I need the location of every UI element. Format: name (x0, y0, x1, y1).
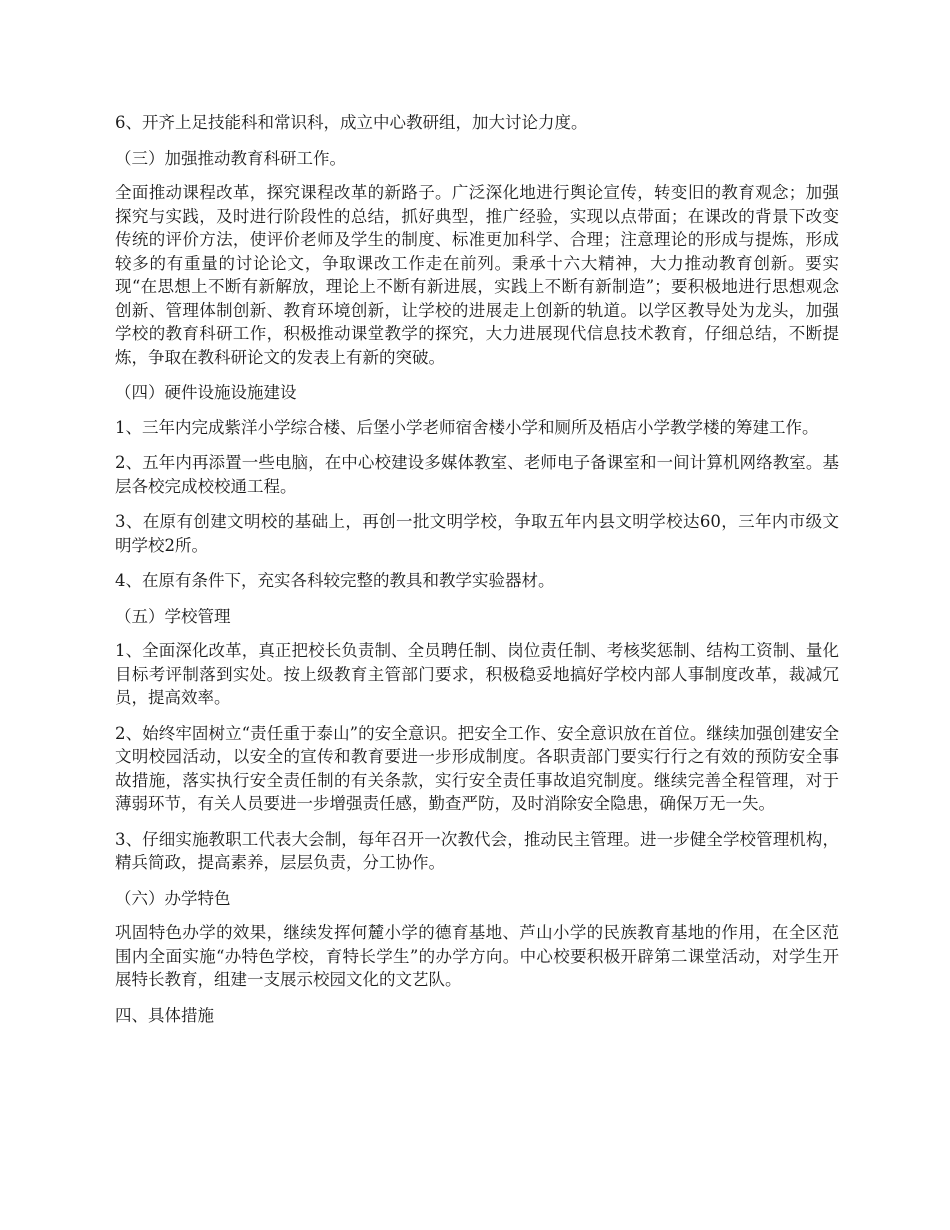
section-heading-hardware: （四）硬件设施设施建设 (115, 383, 297, 402)
document-page (115, 111, 839, 1038)
paragraph-management-1: 1、全面深化改革，真正把校长负责制、全员聘任制、岗位责任制、考核奖惩制、结构工资制、量化目标考评制落到实处。按上级教育主管部门要求，积极稳妥地搞好学校内部人事制度改革，裁减冗员，提高效率。 (115, 641, 839, 707)
paragraph-hardware-4: 4、在原有条件下，充实各科较完整的教具和教学实验器材。 (115, 571, 555, 590)
paragraph-hardware-3: 3、在原有创建文明校的基础上，再创一批文明学校，争取五年内县文明学校达60，三年内市级文明学校2所。 (115, 512, 839, 555)
section-heading-features: （六）办学特色 (115, 888, 231, 908)
section-heading-research: （三）加强推动教育科研工作。 (115, 148, 346, 168)
paragraph-hardware-1: 1、三年内完成紫洋小学综合楼、后堡小学老师宿舍楼小学和厕所及梧店小学教学楼的筹建工作。 (115, 417, 819, 437)
section-heading-measures: 四、具体措施 (115, 1005, 214, 1025)
paragraph-item-6: 6、开齐上足技能科和常识科，成立中心教研组，加大讨论力度。 (115, 113, 588, 132)
section-heading-management: （五）学校管理 (115, 606, 231, 626)
paragraph-management-2: 2、始终牢固树立“责任重于泰山”的安全意识。把安全工作、安全意识放在首位。继续加强创建安全文明校园活动，以安全的宣传和教育要进一步形成制度。各职责部门要实行行之有效的预防安全事故措施，落实执行安全责任制的有关条款，实行安全责任事故追究制度。继续完善全程管理，对于薄弱环节，有关人员要进一步增强责任感，勤查严防，及时消除安全隐患，确保万无一失。 (115, 723, 839, 813)
paragraph-curriculum-reform: 全面推动课程改革，探究课程改革的新路子。广泛深化地进行舆论宣传，转变旧的教育观念；加强探究与实践，及时进行阶段性的总结，抓好典型，推广经验，实现以点带面；在课改的背景下改变传统的评价方法，使评价老师及学生的制度、标准更加科学、合理；注意理论的形成与提炼，形成较多的有重量的讨论论文，争取课改工作走在前列。秉承十六大精神，大力推动教育创新。要实现“在思想上不断有新解放，理论上不断有新进展，实践上不断有新制造”；要积极地进行思想观念创新、管理体制创新、教育环境创新，让学校的进展走上创新的轨道。以学区教导处为龙头，加强学校的教育科研工作，积极推动课堂教学的探究，大力进展现代信息技术教育，仔细总结，不断提炼，争取在教科研论文的发表上有新的突破。 (115, 183, 839, 367)
paragraph-features: 巩固特色办学的效果，继续发挥何麓小学的德育基地、芦山小学的民族教育基地的作用，在全区范围内全面实施“办特色学校，育特长学生”的办学方向。中心校要积极开辟第二课堂活动，对学生开展特长教育，组建一支展示校园文化的文艺队。 (115, 923, 839, 989)
paragraph-hardware-2: 2、五年内再添置一些电脑，在中心校建设多媒体教室、老师电子备课室和一间计算机网络教室。基层各校完成校校通工程。 (115, 453, 839, 496)
paragraph-management-3: 3、仔细实施教职工代表大会制，每年召开一次教代会，推动民主管理。进一步健全学校管理机构，精兵简政，提高素养，层层负责，分工协作。 (115, 829, 839, 872)
